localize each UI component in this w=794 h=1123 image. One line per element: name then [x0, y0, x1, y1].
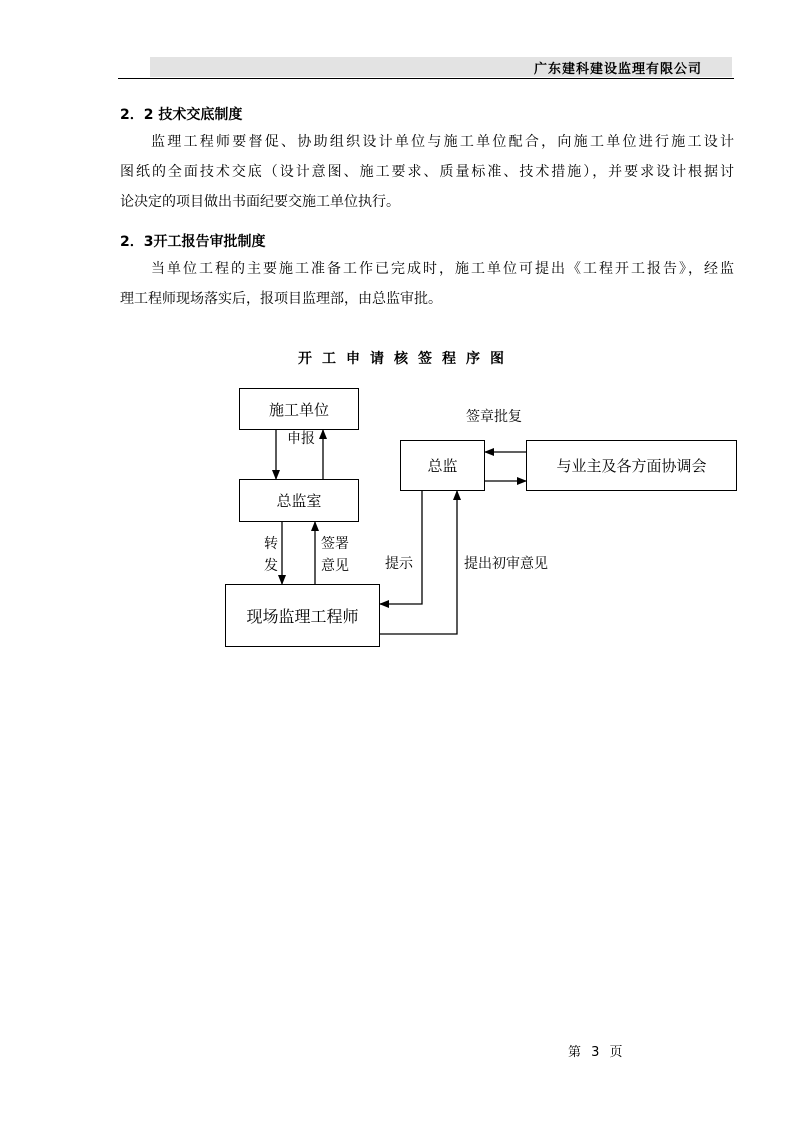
label-sign-approve: 签章批复: [466, 409, 522, 425]
flowchart-title: 开工申请核签程序图: [298, 351, 514, 367]
box-chief: 总监: [400, 440, 485, 491]
paragraph-line: 图纸的全面技术交底（设计意图、施工要求、质量标准、技术措施），并要求设计根据讨: [120, 164, 734, 180]
label-submit: 申报: [287, 431, 315, 447]
paragraph-line: 论决定的项目做出书面纪要交施工单位执行。: [120, 194, 400, 210]
label-sign-2: 意见: [321, 558, 349, 574]
section-title-2-2: 2．2 技术交底制度: [120, 107, 243, 123]
paragraph-line: 理工程师现场落实后，报项目监理部，由总监审批。: [120, 291, 442, 307]
label-sign-1: 签署: [321, 536, 349, 552]
paragraph-line: 监理工程师要督促、协助组织设计单位与施工单位配合，向施工单位进行施工设计: [151, 134, 734, 150]
box-site-engineer: 现场监理工程师: [225, 584, 380, 647]
page-number: 第 3 页: [568, 1045, 623, 1060]
box-contractor: 施工单位: [239, 388, 359, 430]
label-preliminary-opinion: 提出初审意见: [464, 556, 548, 572]
arrow-chief-to-engineer: [380, 491, 422, 604]
label-instruct: 提示: [385, 556, 413, 572]
company-name: 广东建科建设监理有限公司: [533, 62, 702, 77]
section-title-2-3: 2．3开工报告审批制度: [120, 234, 266, 250]
label-forward-2: 发: [264, 558, 278, 574]
paragraph-line: 当单位工程的主要施工准备工作已完成时，施工单位可提出《工程开工报告》，经监: [151, 261, 734, 277]
box-chief-office: 总监室: [239, 479, 359, 522]
box-coordination: 与业主及各方面协调会: [526, 440, 737, 491]
label-forward-1: 转: [264, 536, 278, 552]
